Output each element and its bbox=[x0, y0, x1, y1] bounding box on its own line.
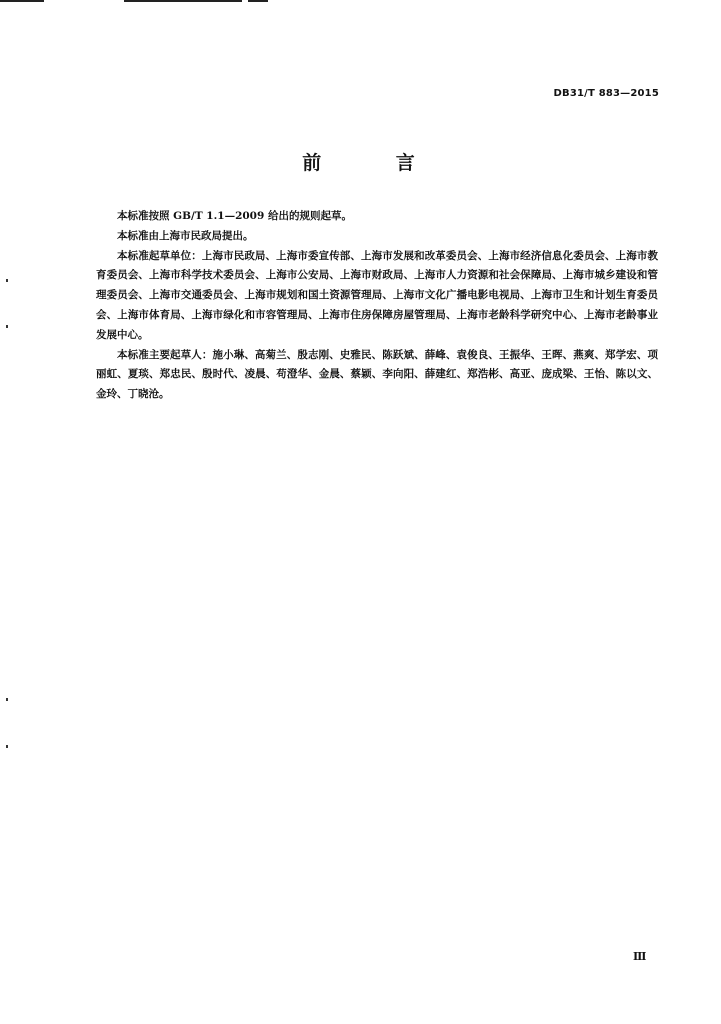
scan-edge-mark bbox=[248, 0, 268, 2]
scan-edge-mark bbox=[124, 0, 242, 2]
scan-speck bbox=[6, 279, 8, 282]
paragraph-main-drafters: 本标准主要起草人：施小琳、高菊兰、殷志刚、史雅民、陈跃斌、薛峰、袁俊良、王振华、王晖、燕爽、郑学宏、项丽虹、夏琰、郑忠民、殷时代、凌晨、苟澄华、金晨、蔡颖、李向阳、薛建红、郑浩彬、高亚、庞成梁、王怡、陈以文、金玲、丁晓沧。 bbox=[96, 348, 658, 401]
paragraph-proposer: 本标准由上海市民政局提出。 bbox=[117, 229, 254, 242]
page-title: 前 言 bbox=[302, 152, 449, 174]
foreword-body bbox=[96, 207, 658, 405]
paragraph-drafting-rules: 本标准按照 GB/T 1.1—2009 给出的规则起草。 bbox=[117, 210, 352, 222]
scan-speck bbox=[6, 745, 8, 748]
scan-edge-mark bbox=[0, 0, 44, 2]
scan-speck bbox=[6, 325, 8, 328]
page-number: Ⅲ bbox=[633, 950, 647, 963]
scan-speck bbox=[6, 698, 8, 701]
paragraph-drafting-units: 本标准起草单位：上海市民政局、上海市委宣传部、上海市发展和改革委员会、上海市经济信息化委员会、上海市教育委员会、上海市科学技术委员会、上海市公安局、上海市财政局、上海市人力资源和社会保障局、上海市城乡建设和管理委员会、上海市交通委员会、上海市规划和国土资源管理局、上海市文化广播电影电视局、上海市卫生和计划生育委员会、上海市体育局、上海市绿化和市容管理局、上海市住房保障房屋管理局、上海市老龄科学研究中心、上海市老龄事业发展中心。 bbox=[96, 249, 658, 341]
standard-code: DB31/T 883—2015 bbox=[553, 88, 659, 99]
